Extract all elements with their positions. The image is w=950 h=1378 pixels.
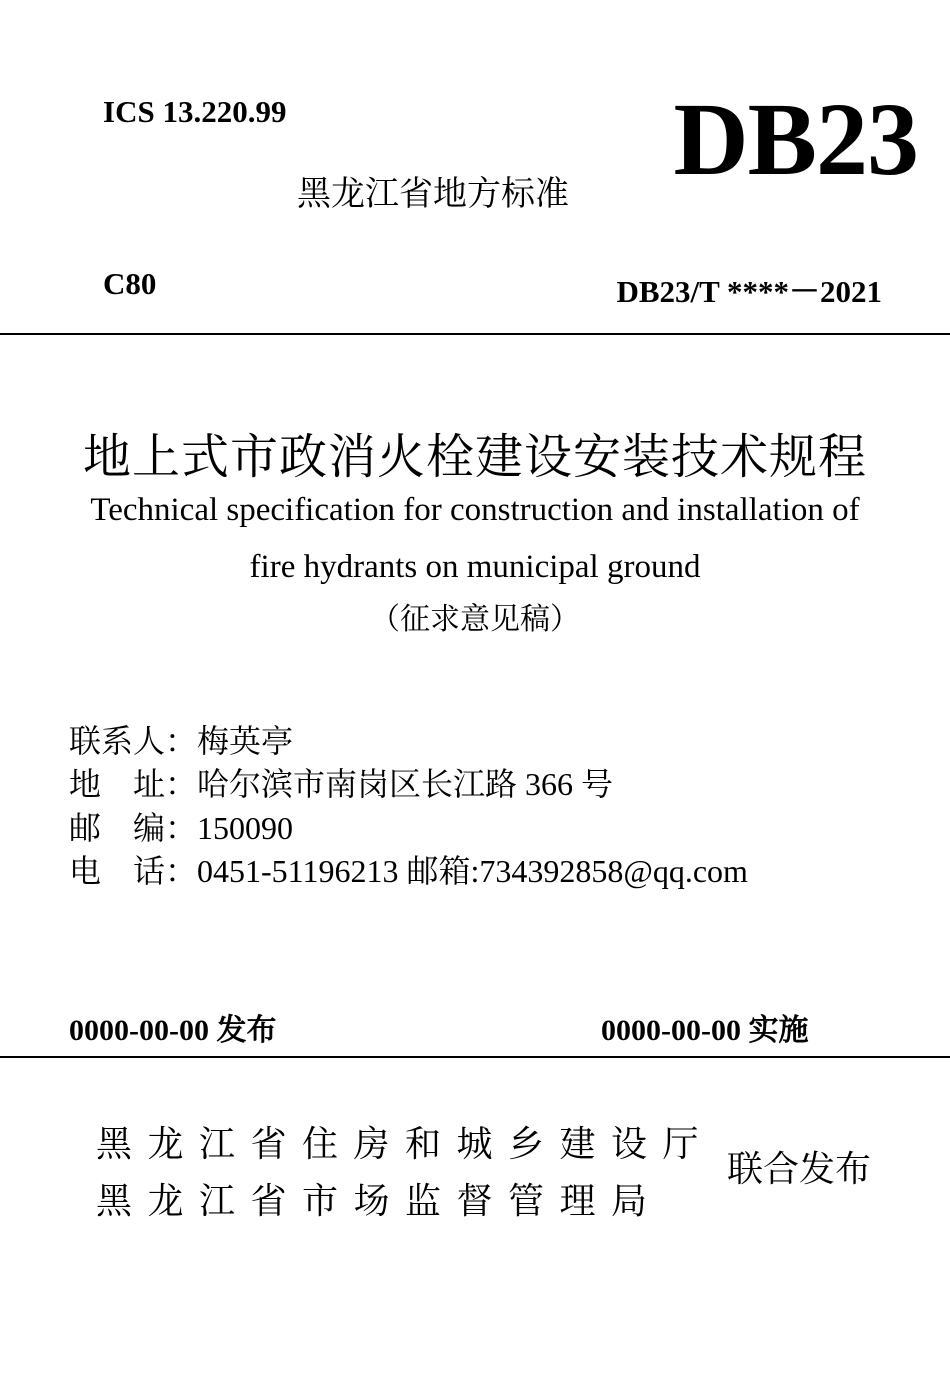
contact-person xyxy=(69,716,293,762)
ics-code: ICS 13.220.99 xyxy=(103,94,287,129)
bottom-divider xyxy=(0,1056,950,1058)
issuer-housing-department: 黑龙江省住房和城乡建设厅 xyxy=(96,1124,715,1165)
db23-logo: DB23 xyxy=(673,82,918,197)
contact-label: 联系人： xyxy=(69,723,198,759)
issuer-market-regulation: 黑龙江省市场监督管理局 xyxy=(96,1181,663,1222)
contact-address xyxy=(69,759,613,805)
standard-number: DB23/T ****－2021 xyxy=(616,274,882,309)
contact-phone-email xyxy=(69,846,748,892)
contact-value: 0451-51196213 邮箱:734392858@qq.com xyxy=(197,853,748,889)
title-chinese: 地上式市政消火栓建设安装技术规程 xyxy=(82,431,867,484)
title-english-line2: fire hydrants on municipal ground xyxy=(249,549,701,585)
standard-type: 黑龙江省地方标准 xyxy=(297,174,569,214)
title-english-line1: Technical specification for construction and installation of xyxy=(90,492,860,528)
joint-publish-label: 联合发布 xyxy=(727,1149,872,1190)
ccs-code: C80 xyxy=(103,266,157,301)
contact-label: 地 址： xyxy=(69,766,198,802)
contact-value: 梅英亭 xyxy=(197,723,294,759)
contact-label: 邮 编： xyxy=(69,810,198,846)
implement-date: 0000-00-00 实施 xyxy=(601,1014,809,1047)
contact-label: 电 话： xyxy=(69,853,198,889)
contact-value: 哈尔滨市南岗区长江路 366 号 xyxy=(197,766,614,802)
draft-label: （征求意见稿） xyxy=(370,603,580,636)
contact-value: 150090 xyxy=(197,810,294,846)
contact-postcode xyxy=(69,803,293,849)
publish-date: 0000-00-00 发布 xyxy=(69,1014,277,1047)
top-divider xyxy=(0,333,950,335)
